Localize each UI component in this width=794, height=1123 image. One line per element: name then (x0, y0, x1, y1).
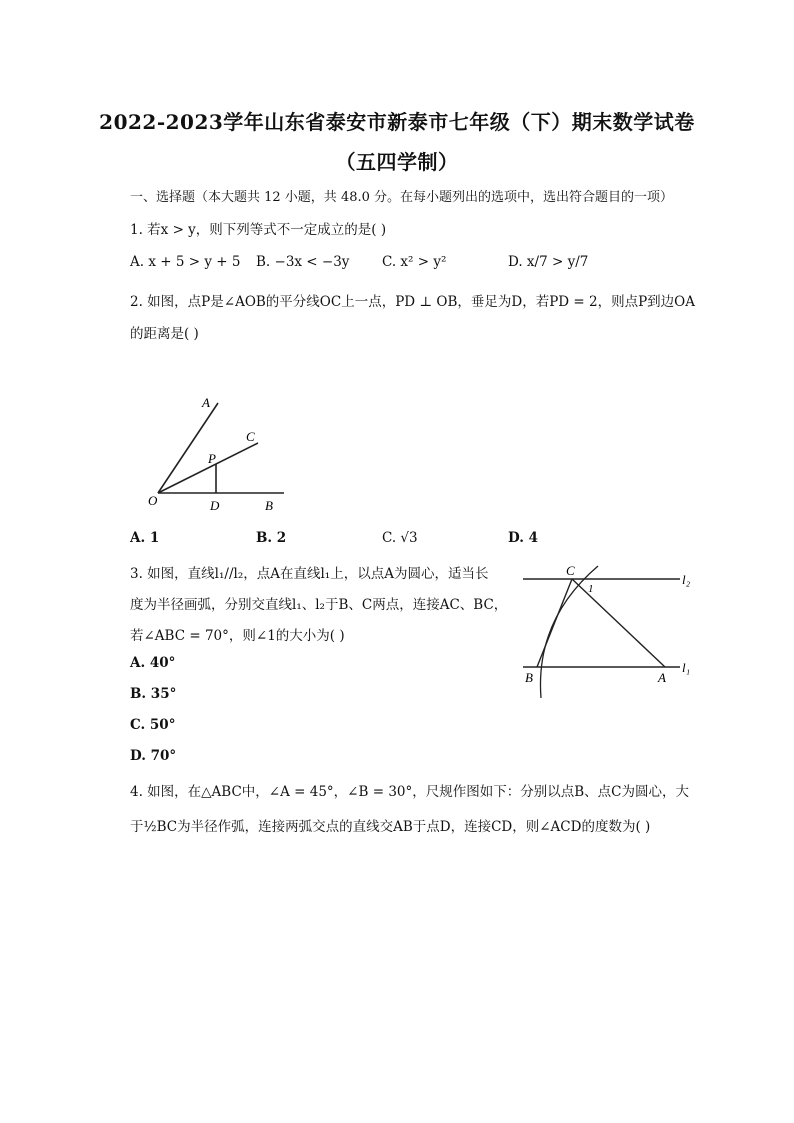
q2-label-b: B (265, 498, 273, 513)
q2-angle-bisector-figure (140, 385, 300, 520)
q2-label-a: A (202, 395, 210, 410)
q3-option-b: B. 35° (130, 686, 177, 702)
q3-label-l2: l₂ (682, 572, 691, 587)
q1-option-a: A. x + 5 > y + 5 (130, 254, 241, 270)
q3-label-c: C (566, 563, 575, 578)
q3-option-d: D. 70° (130, 748, 177, 764)
q3-option-c: C. 50° (130, 717, 176, 733)
q3-label-a: A (658, 670, 666, 685)
q2-label-p: P (208, 451, 216, 466)
q1-option-b: B. −3x < −3y (256, 254, 350, 270)
exam-title: 2022-2023学年山东省泰安市新泰市七年级（下）期末数学试卷 (99, 110, 695, 134)
q2-stem-line1: 2. 如图，点P是∠AOB的平分线OC上一点，PD ⊥ OB，垂足为D，若PD = 2，则点P到边OA (130, 294, 695, 310)
q3-label-l1: l₁ (682, 660, 691, 675)
q3-stem-line3: 若∠ABC = 70°，则∠1的大小为( ) (130, 628, 345, 644)
q2-label-d: D (210, 498, 220, 513)
q1-option-c: C. x² > y² (382, 254, 447, 270)
q3-label-b: B (525, 670, 533, 685)
q3-parallel-lines-figure (515, 560, 700, 700)
q3-label-angle1: 1 (588, 583, 594, 595)
q3-option-a: A. 40° (130, 655, 176, 671)
q1-stem: 1. 若x > y，则下列等式不一定成立的是( ) (130, 222, 387, 238)
q2-stem-line2: 的距离是( ) (130, 326, 199, 342)
q2-label-o: O (148, 493, 158, 508)
q1-option-d: D. x/7 > y/7 (508, 254, 589, 270)
q2-option-b: B. 2 (256, 530, 287, 546)
exam-subtitle: （五四学制） (335, 150, 459, 174)
q2-option-c: C. √3 (382, 530, 418, 546)
q2-option-a: A. 1 (130, 530, 160, 546)
section-heading: 一、选择题（本大题共 12 小题，共 48.0 分。在每小题列出的选项中，选出符合题目的一项） (130, 190, 674, 205)
q3-stem-line1: 3. 如图，直线l₁//l₂，点A在直线l₁上，以点A为圆心，适当长 (130, 566, 489, 582)
q2-label-c: C (246, 429, 255, 444)
q2-option-d: D. 4 (508, 530, 539, 546)
q3-stem-line2: 度为半径画弧，分别交直线l₁、l₂于B、C两点，连接AC、BC， (130, 597, 508, 613)
q4-stem-line2: 于½BC为半径作弧，连接两弧交点的直线交AB于点D，连接CD，则∠ACD的度数为( ) (130, 819, 651, 835)
q4-stem-line1: 4. 如图，在△ABC中，∠A = 45°，∠B = 30°，尺规作图如下：分别以点B、点C为圆心，大 (130, 784, 689, 800)
